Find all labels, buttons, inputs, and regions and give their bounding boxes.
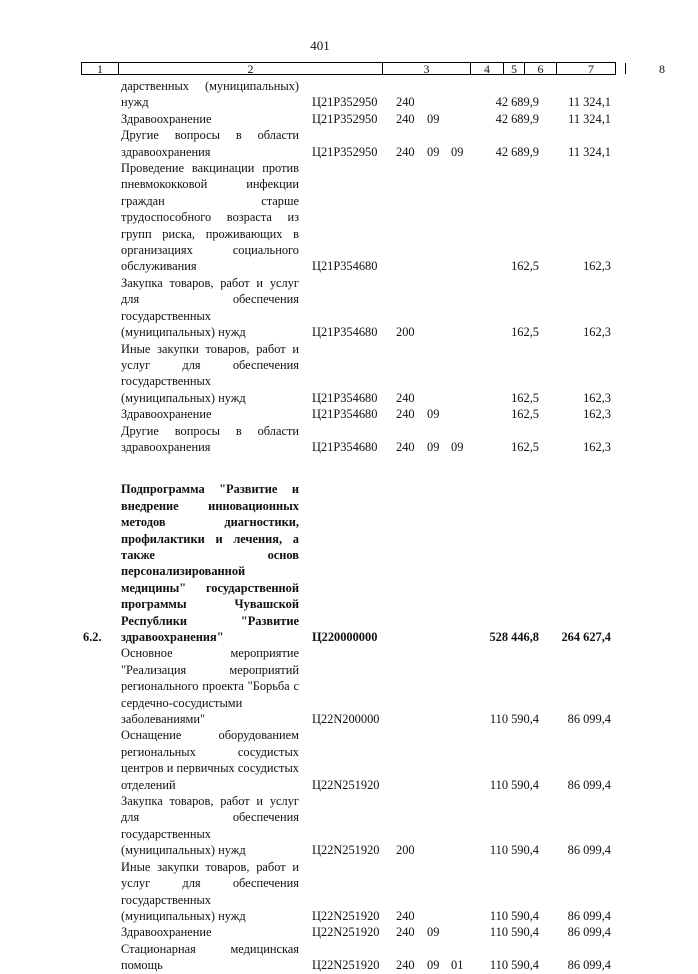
page-number: 401 — [310, 38, 330, 53]
row-vr: 240 — [396, 407, 415, 422]
table-row — [0, 406, 640, 422]
row-vr: 240 — [396, 439, 415, 454]
table-row-subprogram — [0, 481, 640, 645]
row-sum-7: 162,5 — [511, 439, 539, 454]
row-sum-8: 86 099,4 — [567, 843, 611, 858]
table-row — [0, 111, 640, 127]
header-col-4: 4 — [471, 63, 504, 74]
row-sum-8: 11 324,1 — [568, 95, 611, 110]
row-sum-8: 264 627,4 — [561, 630, 611, 644]
table-row — [0, 160, 640, 275]
row-sum-7: 528 446,8 — [489, 630, 539, 644]
row-code: Ц22N251920 — [312, 925, 380, 940]
row-name: дарственных (муниципальных) нужд — [121, 79, 299, 110]
row-vr: 240 — [396, 111, 415, 126]
row-name: Здравоохранение — [121, 407, 212, 422]
row-code: Ц21Р352950 — [312, 95, 378, 110]
table-row — [0, 275, 640, 341]
table-row — [0, 127, 640, 160]
row-sum-7: 162,5 — [511, 390, 539, 405]
header-col-5: 5 — [504, 63, 525, 74]
row-vr: 240 — [396, 95, 415, 110]
row-sum-7: 162,5 — [511, 407, 539, 422]
table-row — [0, 78, 640, 111]
row-sum-8: 162,3 — [583, 325, 611, 340]
section-spacer — [0, 455, 640, 481]
row-vr: 240 — [396, 925, 415, 940]
row-code: Ц220000000 — [312, 630, 378, 644]
row-sum-8: 162,3 — [583, 407, 611, 422]
table-row — [0, 793, 640, 859]
budget-table-body — [0, 78, 640, 974]
row-name: Подпрограмма "Развитие и внедрение инновационных методов диагностики, профилактики и лечения, а также основ персонализированной медицины" государственной программы Чувашской Республики "Развитие здравоохранения" — [121, 482, 299, 644]
row-name: Другие вопросы в области здравоохранения — [121, 128, 299, 159]
row-pr: 09 — [451, 439, 464, 454]
row-sum-8: 86 099,4 — [567, 925, 611, 940]
row-name: Здравоохранение — [121, 111, 212, 126]
row-rz: 09 — [427, 439, 440, 454]
row-pr: 01 — [451, 958, 464, 973]
row-name: Оснащение оборудованием региональных сосудистых центров и первичных сосудистых отделений — [121, 728, 299, 792]
row-name: Проведение вакцинации против пневмококковой инфекции граждан старше трудоспособного возраста из групп риска, проживающих в организациях социального обслуживания — [121, 161, 299, 274]
row-sum-8: 86 099,4 — [567, 777, 611, 792]
row-sum-7: 110 590,4 — [489, 958, 539, 973]
table-row — [0, 423, 640, 456]
row-name: Иные закупки товаров, работ и услуг для обеспечения государственных (муниципальных) нужд — [121, 341, 299, 405]
row-code: Ц21Р354680 — [312, 259, 378, 274]
row-code: Ц21Р352950 — [312, 144, 378, 159]
row-sum-7: 110 590,4 — [489, 843, 539, 858]
table-header — [81, 62, 665, 76]
row-code: Ц22N251920 — [312, 908, 380, 923]
row-rz: 09 — [427, 925, 440, 940]
header-col-1: 1 — [82, 63, 119, 74]
row-sum-8: 86 099,4 — [567, 958, 611, 973]
header-col-2: 2 — [119, 63, 383, 74]
row-code: Ц21Р354680 — [312, 407, 378, 422]
row-name: Иные закупки товаров, работ и услуг для обеспечения государственных (муниципальных) нужд — [121, 859, 299, 923]
row-rz: 09 — [427, 144, 440, 159]
row-code: Ц21Р354680 — [312, 390, 378, 405]
header-col-8: 8 — [659, 62, 665, 76]
row-sum-7: 110 590,4 — [489, 712, 539, 727]
row-number: 6.2. — [83, 630, 102, 644]
row-rz: 09 — [427, 958, 440, 973]
row-sum-7: 42 689,9 — [495, 95, 539, 110]
table-row — [0, 727, 640, 793]
row-name: Стационарная медицинская помощь — [121, 941, 299, 973]
row-code: Ц21Р354680 — [312, 439, 378, 454]
row-vr: 240 — [396, 390, 415, 405]
row-code: Ц22N251920 — [312, 958, 380, 973]
row-code: Ц21Р354680 — [312, 325, 378, 340]
table-row — [0, 941, 640, 974]
row-sum-7: 42 689,9 — [495, 144, 539, 159]
row-code: Ц22N200000 — [312, 712, 380, 727]
row-vr: 240 — [396, 144, 415, 159]
row-sum-7: 162,5 — [511, 259, 539, 274]
row-vr: 200 — [396, 325, 415, 340]
row-code: Ц22N251920 — [312, 777, 380, 792]
row-sum-8: 162,3 — [583, 390, 611, 405]
row-vr: 200 — [396, 843, 415, 858]
row-pr: 09 — [451, 144, 464, 159]
row-vr: 240 — [396, 908, 415, 923]
row-rz: 09 — [427, 111, 440, 126]
table-row — [0, 924, 640, 940]
header-col-7: 7 — [557, 63, 626, 74]
row-code: Ц22N251920 — [312, 843, 380, 858]
row-sum-8: 162,3 — [583, 259, 611, 274]
row-sum-7: 110 590,4 — [489, 925, 539, 940]
row-sum-7: 162,5 — [511, 325, 539, 340]
row-sum-7: 110 590,4 — [489, 777, 539, 792]
table-row — [0, 341, 640, 407]
header-col-3: 3 — [383, 63, 471, 74]
row-rz: 09 — [427, 407, 440, 422]
row-name: Здравоохранение — [121, 925, 212, 940]
table-row — [0, 645, 640, 727]
row-name: Основное мероприятие "Реализация мероприятий регионального проекта "Борьба с сердечно-сосудистыми заболеваниями" — [121, 646, 299, 727]
table-row — [0, 859, 640, 925]
row-sum-8: 162,3 — [583, 439, 611, 454]
row-sum-7: 42 689,9 — [495, 111, 539, 126]
row-sum-8: 86 099,4 — [567, 908, 611, 923]
header-col-6: 6 — [525, 63, 557, 74]
row-sum-8: 11 324,1 — [568, 111, 611, 126]
row-code: Ц21Р352950 — [312, 111, 378, 126]
row-sum-7: 110 590,4 — [489, 908, 539, 923]
row-name: Другие вопросы в области здравоохранения — [121, 423, 299, 454]
row-name: Закупка товаров, работ и услуг для обеспечения государственных (муниципальных) нужд — [121, 275, 299, 340]
row-sum-8: 11 324,1 — [568, 144, 611, 159]
row-name: Закупка товаров, работ и услуг для обеспечения государственных (муниципальных) нужд — [121, 794, 299, 858]
row-vr: 240 — [396, 958, 415, 973]
row-sum-8: 86 099,4 — [567, 712, 611, 727]
